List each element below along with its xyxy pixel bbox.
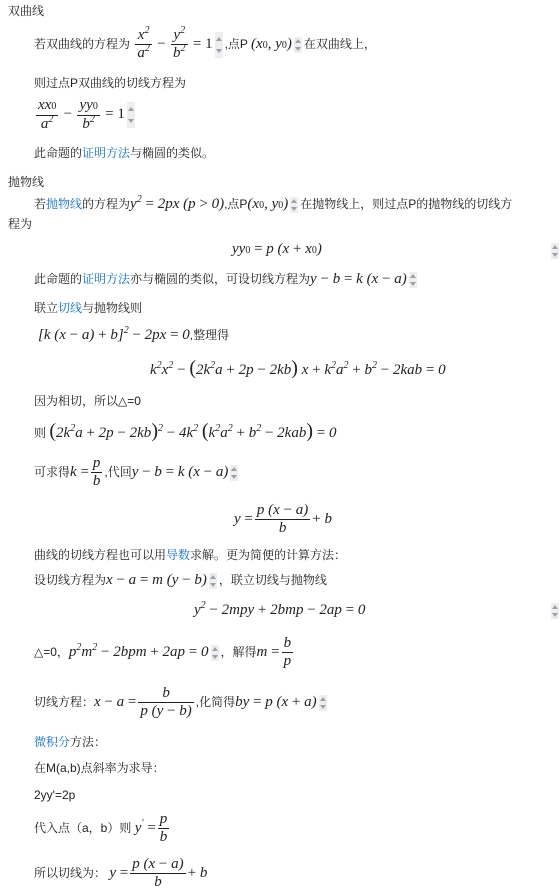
link-proof-method[interactable]: 证明方法 xyxy=(82,146,131,160)
formula-scroll-control[interactable] xyxy=(209,573,217,589)
formula-scroll-control[interactable] xyxy=(127,102,135,128)
formula-scroll-control[interactable] xyxy=(211,645,219,661)
formula-scroll-control[interactable] xyxy=(290,197,298,213)
link-derivative[interactable]: 导数 xyxy=(166,548,191,562)
hyperbola-line-2: 则过点P双曲线的切线方程为 xyxy=(34,76,187,90)
parabola-line-9: 可求得k = $\frac{p}{b}$ ,代回y − b = k (x − a) xyxy=(34,452,240,492)
parabola-line-8: 则 $(2k^2a + 2p - 2kb)^2 - 4k^2$ $(k^2a^2 + b^2 - 2kab) = 0$ xyxy=(34,420,337,442)
hyperbola-line-4: 此命题的证明方法与椭圆的类似。 xyxy=(34,146,215,160)
section-title-hyperbola: 双曲线 xyxy=(8,4,45,18)
formula-quadratic: $k^2x^2 - (2k^2a + 2p - 2kb) x + k^2a^2 + b^2 - 2kab = 0$ xyxy=(150,357,446,379)
formula-hyperbola-tangent: $\frac{xx0}{a^2}$ − $\frac{yy0}{b^2}$ = 1 xyxy=(34,92,137,136)
parabola-line-4: 联立切线与抛物线则 xyxy=(34,301,143,315)
parabola-line-5: [k (x − a) + b]$^2$ − 2px = 0,整理得 xyxy=(38,325,230,343)
parabola-line-16: 微积分方法： xyxy=(34,735,107,749)
section-title-parabola: 抛物线 xyxy=(8,175,45,189)
parabola-line-12: 设切线方程为x − a = m (y − b) ，联立切线与抛物线 xyxy=(34,572,327,588)
link-calculus[interactable]: 微积分 xyxy=(34,735,71,749)
parabola-line-11: 曲线的切线方程也可以用导数求解。更为简便的计算方法： xyxy=(34,548,347,562)
formula-scroll-control[interactable] xyxy=(551,603,559,619)
link-tangent[interactable]: 切线 xyxy=(58,301,83,315)
formula-scroll-control[interactable] xyxy=(294,37,302,53)
parabola-line-19: 代入点（a，b）则 y′ = $\frac{p}{b}$ xyxy=(34,811,168,846)
link-proof-method-2[interactable]: 证明方法 xyxy=(82,272,131,286)
parabola-line-14: △=0，$p^2m^2 - 2bpm + 2ap = 0$ ，解得m = $\frac{b}{p}$ xyxy=(34,635,292,670)
parabola-line-17: 在M(a,b)点斜率为求导： xyxy=(34,761,165,775)
hyperbola-line-1: 若双曲线的方程为 $\frac{x^2}{a^2}$ − $\frac{y^2}{b^2}$ = 1 ,点P (x0, y0) 在双曲线上， xyxy=(34,25,376,62)
formula-substituted: $y^2 - 2mpy + 2bmp - 2ap = 0$ xyxy=(194,600,366,618)
parabola-line-20: 所以切线为： y = $\frac{p (x - a)}{b}$ + b xyxy=(34,856,208,891)
formula-scroll-control[interactable] xyxy=(409,272,417,288)
formula-parabola-tangent: yy0 = p (x + x0) xyxy=(232,241,322,257)
formula-tangent-result: y = $\frac{p (x - a)}{b}$ + b xyxy=(234,502,332,537)
parabola-line-7: 因为相切，所以△=0 xyxy=(34,394,141,408)
formula-scroll-control[interactable] xyxy=(215,32,223,58)
parabola-line-3: 此命题的证明方法亦与椭圆的类似，可设切线方程为y − b = k (x − a) xyxy=(34,271,419,288)
formula-scroll-control[interactable] xyxy=(319,695,327,711)
formula-scroll-control[interactable] xyxy=(230,465,238,481)
link-parabola[interactable]: 抛物线 xyxy=(46,197,83,211)
parabola-line-1-wrap: 程为 xyxy=(8,217,33,231)
formula-scroll-control[interactable] xyxy=(551,243,559,259)
parabola-line-1: 若抛物线的方程为$y^2 = 2px$ (p > 0),点P(x0, y0) 在抛物线上，则过点P的抛物线的切线方 xyxy=(34,194,513,212)
formula-hyperbola: $\frac{x^2}{a^2}$ xyxy=(137,25,150,62)
parabola-line-15: 切线方程：x − a = $\frac{b}{p (y - b)}$ ,化简得by = p (x + a) xyxy=(34,680,329,724)
parabola-line-18: 2yy'=2p xyxy=(34,788,76,802)
